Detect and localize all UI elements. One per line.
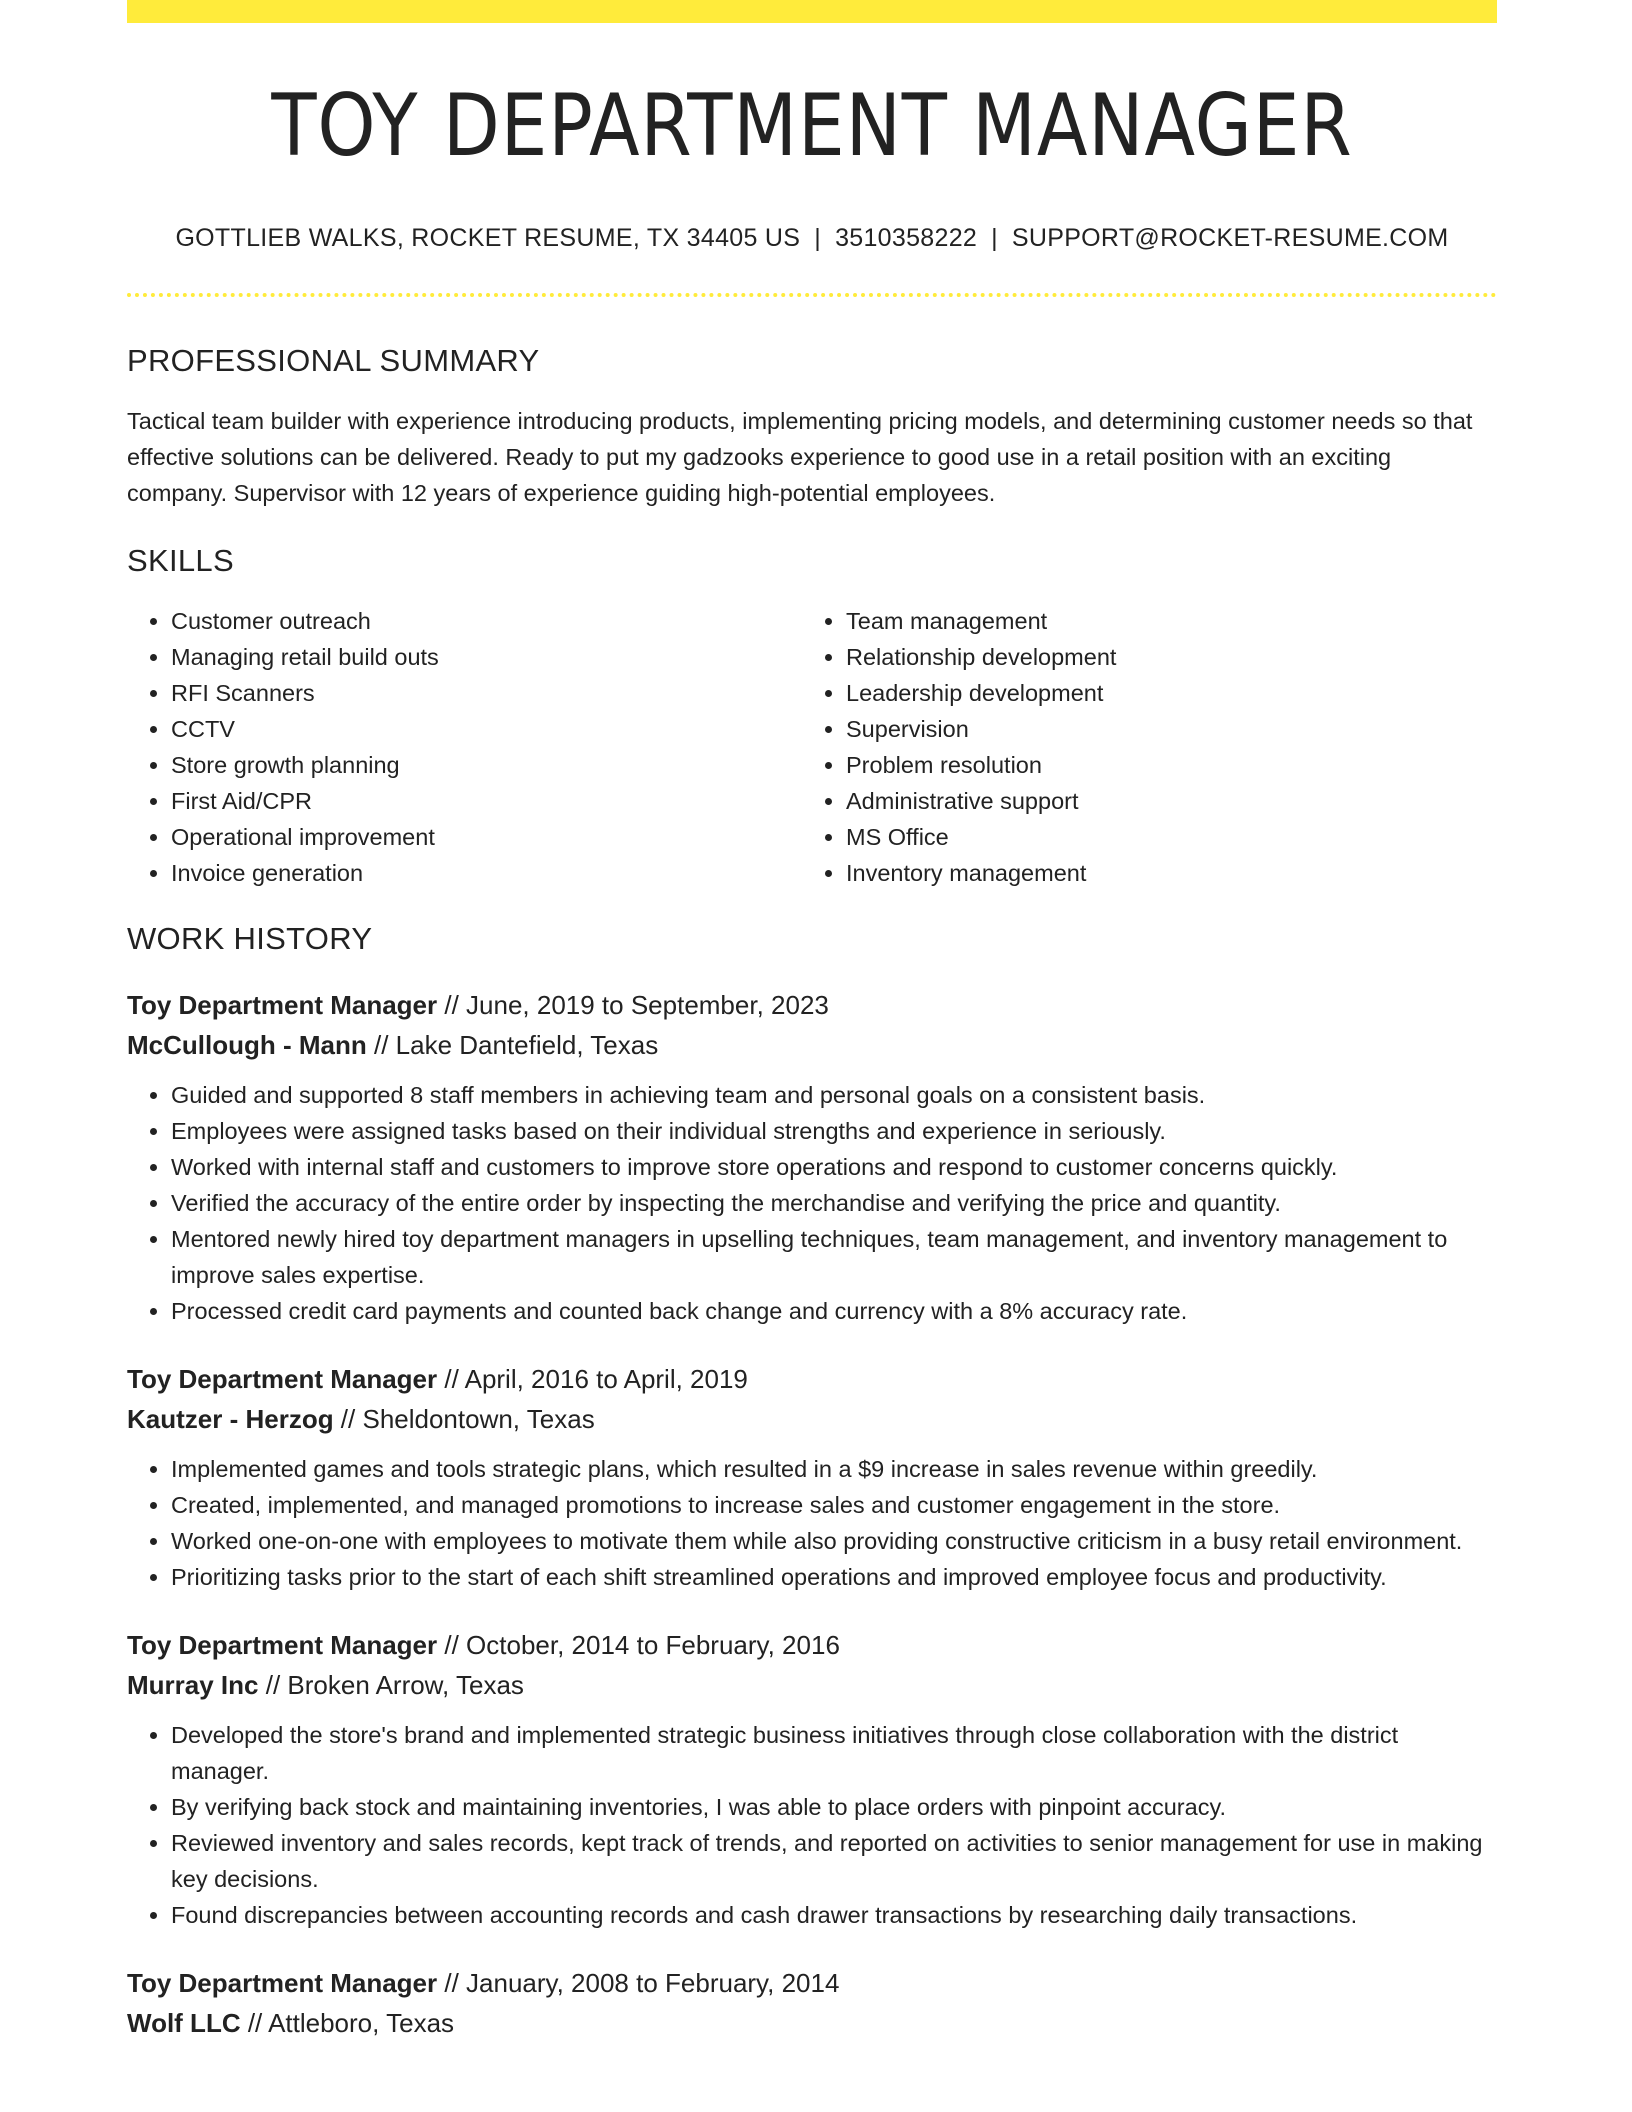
job-company-line bbox=[127, 1025, 1497, 1065]
job-dates: // April, 2016 to April, 2019 bbox=[437, 1363, 748, 1394]
job-entry bbox=[127, 1963, 1497, 2043]
job-location: // Broken Arrow, Texas bbox=[258, 1669, 524, 1700]
skill-item: • First Aid/CPR bbox=[171, 783, 802, 819]
job-location: // Attleboro, Texas bbox=[240, 2007, 455, 2038]
job-title-line bbox=[127, 985, 1497, 1025]
job-bullet: • Found discrepancies between accounting records and cash drawer transactions by researching daily transactions. bbox=[171, 1897, 1497, 1933]
work-history-list bbox=[127, 985, 1497, 2043]
job-bullet: • By verifying back stock and maintaining inventories, I was able to place orders with pinpoint accuracy. bbox=[171, 1789, 1497, 1825]
job-bullet: • Implemented games and tools strategic plans, which resulted in a $9 increase in sales revenue within greedily. bbox=[171, 1451, 1497, 1487]
contact-separator: | bbox=[814, 223, 822, 252]
contact-phone: 3510358222 bbox=[835, 223, 978, 252]
skill-item: • Customer outreach bbox=[171, 603, 802, 639]
skill-item: • Invoice generation bbox=[171, 855, 802, 891]
skill-item: • Leadership development bbox=[846, 675, 1477, 711]
skill-item: • Team management bbox=[846, 603, 1477, 639]
job-company: McCullough - Mann bbox=[127, 1029, 367, 1060]
resume-page bbox=[127, 0, 1497, 2043]
skill-item: • RFI Scanners bbox=[171, 675, 802, 711]
job-bullets bbox=[127, 1717, 1497, 1933]
job-title-line bbox=[127, 1625, 1497, 1665]
skills-list-left bbox=[127, 603, 802, 891]
skill-item: • Relationship development bbox=[846, 639, 1477, 675]
skill-item: • Managing retail build outs bbox=[171, 639, 802, 675]
contact-address: GOTTLIEB WALKS, ROCKET RESUME, TX 34405 US bbox=[175, 223, 801, 252]
job-bullet: • Employees were assigned tasks based on their individual strengths and experience in seriously. bbox=[171, 1113, 1497, 1149]
job-bullet: • Developed the store's brand and implemented strategic business initiatives through close collaboration with the district manager. bbox=[171, 1717, 1497, 1789]
job-dates: // January, 2008 to February, 2014 bbox=[437, 1967, 840, 1998]
job-title-line bbox=[127, 1359, 1497, 1399]
job-role: Toy Department Manager bbox=[127, 1629, 438, 1660]
skill-item: • Inventory management bbox=[846, 855, 1477, 891]
job-company: Wolf LLC bbox=[127, 2007, 241, 2038]
job-location: // Sheldontown, Texas bbox=[333, 1403, 595, 1434]
job-company-line bbox=[127, 2003, 1497, 2043]
top-accent-bar bbox=[127, 0, 1497, 23]
job-role: Toy Department Manager bbox=[127, 989, 438, 1020]
contact-email[interactable]: SUPPORT@ROCKET-RESUME.COM bbox=[1011, 223, 1449, 252]
skill-item: • Operational improvement bbox=[171, 819, 802, 855]
skill-item: • Administrative support bbox=[846, 783, 1477, 819]
skills-list-right bbox=[802, 603, 1477, 891]
job-bullet: • Guided and supported 8 staff members in achieving team and personal goals on a consistent basis. bbox=[171, 1077, 1497, 1113]
skill-item: • Store growth planning bbox=[171, 747, 802, 783]
job-company: Kautzer - Herzog bbox=[127, 1403, 334, 1434]
skills-heading: SKILLS bbox=[127, 542, 234, 578]
contact-separator: | bbox=[991, 223, 998, 252]
summary-text: Tactical team builder with experience introducing products, implementing pricing models, and determining customer needs so that effective solutions can be delivered. Ready to put my gadzooks experience to good use in a retail position with an exciting company. Supervisor with 12 years of experience guiding high-potential employees. bbox=[127, 407, 1473, 506]
job-bullet: • Worked one-on-one with employees to motivate them while also providing constructive criticism in a busy retail environment. bbox=[171, 1523, 1497, 1559]
job-entry bbox=[127, 1625, 1497, 1933]
job-bullet: • Worked with internal staff and customers to improve store operations and respond to customer concerns quickly. bbox=[171, 1149, 1497, 1185]
resume-title: TOY DEPARTMENT MANAGER bbox=[271, 76, 1353, 176]
skill-item: • CCTV bbox=[171, 711, 802, 747]
job-role: Toy Department Manager bbox=[127, 1967, 438, 1998]
job-title-line bbox=[127, 1963, 1497, 2003]
job-company-line bbox=[127, 1399, 1497, 1439]
job-bullet: • Mentored newly hired toy department managers in upselling techniques, team management, and inventory management to improve sales expertise. bbox=[171, 1221, 1497, 1293]
dotted-divider bbox=[127, 293, 1497, 297]
job-dates: // June, 2019 to September, 2023 bbox=[437, 989, 829, 1020]
skill-item: • Problem resolution bbox=[846, 747, 1477, 783]
summary-heading: PROFESSIONAL SUMMARY bbox=[127, 342, 540, 378]
job-bullet: • Verified the accuracy of the entire order by inspecting the merchandise and verifying the price and quantity. bbox=[171, 1185, 1497, 1221]
work-history-heading: WORK HISTORY bbox=[127, 920, 373, 956]
job-bullet: • Created, implemented, and managed promotions to increase sales and customer engagement in the store. bbox=[171, 1487, 1497, 1523]
skill-item: • Supervision bbox=[846, 711, 1477, 747]
skills-columns bbox=[127, 603, 1497, 891]
job-location: // Lake Dantefield, Texas bbox=[366, 1029, 659, 1060]
job-bullet: • Reviewed inventory and sales records, kept track of trends, and reported on activities to senior management for use in making key decisions. bbox=[171, 1825, 1497, 1897]
contact-line bbox=[127, 224, 1497, 253]
job-company-line bbox=[127, 1665, 1497, 1705]
job-entry bbox=[127, 1359, 1497, 1595]
job-bullet: • Processed credit card payments and counted back change and currency with a 8% accuracy rate. bbox=[171, 1293, 1497, 1329]
job-dates: // October, 2014 to February, 2016 bbox=[437, 1629, 840, 1660]
job-bullets bbox=[127, 1077, 1497, 1329]
job-bullet: • Prioritizing tasks prior to the start of each shift streamlined operations and improved employee focus and productivity. bbox=[171, 1559, 1497, 1595]
job-company: Murray Inc bbox=[127, 1669, 259, 1700]
job-entry bbox=[127, 985, 1497, 1329]
job-bullets bbox=[127, 1451, 1497, 1595]
skill-item: • MS Office bbox=[846, 819, 1477, 855]
job-role: Toy Department Manager bbox=[127, 1363, 438, 1394]
